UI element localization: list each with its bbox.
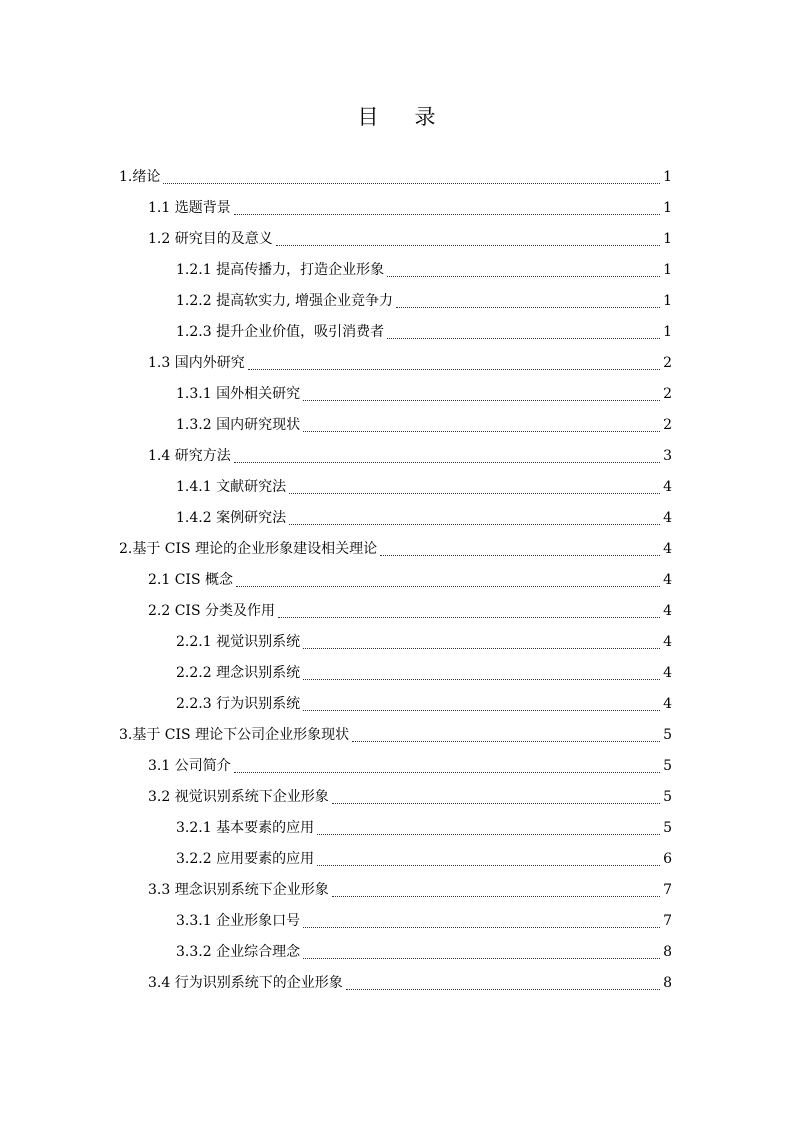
toc-entry[interactable] xyxy=(0,750,793,781)
toc-entry-title: 1.4 研究方法 xyxy=(148,447,231,464)
toc-entry-page-number: 4 xyxy=(663,540,672,557)
toc-dot-leader xyxy=(248,368,660,370)
toc-entry[interactable] xyxy=(0,192,793,223)
toc-entry[interactable] xyxy=(0,347,793,378)
toc-entry-page-number: 2 xyxy=(663,354,672,371)
toc-dot-leader xyxy=(387,337,660,339)
toc-dot-leader xyxy=(289,523,660,525)
toc-entry[interactable] xyxy=(0,254,793,285)
toc-entry-title: 1.1 选题背景 xyxy=(148,199,231,216)
toc-entry-title: 1.3.2 国内研究现状 xyxy=(176,416,301,433)
toc-entry-title: 1.2 研究目的及意义 xyxy=(148,230,273,247)
toc-entry[interactable] xyxy=(0,161,793,192)
toc-entry[interactable] xyxy=(0,409,793,440)
toc-dot-leader xyxy=(234,213,660,215)
toc-entry-page-number: 7 xyxy=(663,881,672,898)
page-title-char-1: 目 xyxy=(357,105,379,129)
toc-entry-title: 3.2.2 应用要素的应用 xyxy=(176,850,315,867)
toc-dot-leader xyxy=(276,244,660,246)
toc-entry-title: 1.2.1 提高传播力，打造企业形象 xyxy=(176,261,385,278)
toc-entry-title: 3.3.1 企业形象口号 xyxy=(176,912,301,929)
toc-entry-page-number: 1 xyxy=(663,261,672,278)
toc-dot-leader xyxy=(234,771,660,773)
toc-entry-title: 1.2.3 提升企业价值，吸引消费者 xyxy=(176,323,385,340)
toc-entry-title: 3.基于 CIS 理论下公司企业形象现状 xyxy=(119,726,350,743)
toc-dot-leader xyxy=(163,182,660,184)
toc-entry-page-number: 5 xyxy=(663,819,672,836)
table-of-contents xyxy=(0,161,793,998)
toc-entry-page-number: 4 xyxy=(663,695,672,712)
toc-entry-page-number: 4 xyxy=(663,664,672,681)
toc-entry[interactable] xyxy=(0,626,793,657)
toc-entry-title: 1.3.1 国外相关研究 xyxy=(176,385,301,402)
toc-entry[interactable] xyxy=(0,316,793,347)
toc-entry[interactable] xyxy=(0,285,793,316)
toc-entry-page-number: 4 xyxy=(663,602,672,619)
toc-dot-leader xyxy=(380,554,660,556)
toc-entry-page-number: 7 xyxy=(663,912,672,929)
toc-entry-page-number: 5 xyxy=(663,757,672,774)
toc-dot-leader xyxy=(303,678,660,680)
toc-entry-page-number: 5 xyxy=(663,726,672,743)
page-title xyxy=(0,103,793,131)
toc-entry-title: 3.3 理念识别系统下企业形象 xyxy=(148,881,329,898)
toc-dot-leader xyxy=(234,461,660,463)
toc-dot-leader xyxy=(387,275,660,277)
toc-entry-title: 1.绪论 xyxy=(119,168,161,185)
toc-dot-leader xyxy=(317,833,660,835)
toc-entry[interactable] xyxy=(0,471,793,502)
toc-entry-title: 2.2 CIS 分类及作用 xyxy=(148,602,275,619)
toc-dot-leader xyxy=(346,988,660,990)
toc-entry[interactable] xyxy=(0,595,793,626)
toc-dot-leader xyxy=(317,864,660,866)
toc-entry[interactable] xyxy=(0,843,793,874)
toc-dot-leader xyxy=(303,399,660,401)
toc-entry-page-number: 2 xyxy=(663,416,672,433)
toc-entry-page-number: 1 xyxy=(663,230,672,247)
toc-entry-page-number: 5 xyxy=(663,788,672,805)
toc-entry-page-number: 8 xyxy=(663,943,672,960)
toc-entry-title: 1.4.2 案例研究法 xyxy=(176,509,287,526)
toc-entry-page-number: 1 xyxy=(663,292,672,309)
toc-entry-page-number: 4 xyxy=(663,509,672,526)
toc-dot-leader xyxy=(303,926,660,928)
toc-dot-leader xyxy=(303,957,660,959)
toc-entry-page-number: 4 xyxy=(663,633,672,650)
toc-entry-title: 2.1 CIS 概念 xyxy=(148,571,233,588)
toc-dot-leader xyxy=(303,430,660,432)
toc-entry[interactable] xyxy=(0,688,793,719)
toc-entry[interactable] xyxy=(0,440,793,471)
toc-entry-title: 2.2.3 行为识别系统 xyxy=(176,695,301,712)
toc-dot-leader xyxy=(332,802,660,804)
toc-entry-title: 3.4 行为识别系统下的企业形象 xyxy=(148,974,343,991)
toc-dot-leader xyxy=(289,492,660,494)
toc-entry-page-number: 1 xyxy=(663,168,672,185)
toc-entry-page-number: 1 xyxy=(663,323,672,340)
toc-entry-page-number: 6 xyxy=(663,850,672,867)
toc-entry[interactable] xyxy=(0,781,793,812)
toc-dot-leader xyxy=(352,740,660,742)
toc-entry[interactable] xyxy=(0,657,793,688)
toc-entry-page-number: 4 xyxy=(663,571,672,588)
toc-entry-page-number: 1 xyxy=(663,199,672,216)
page-title-char-2: 录 xyxy=(414,105,436,129)
toc-dot-leader xyxy=(303,709,660,711)
toc-entry-title: 2.2.1 视觉识别系统 xyxy=(176,633,301,650)
toc-entry[interactable] xyxy=(0,502,793,533)
toc-entry-page-number: 2 xyxy=(663,385,672,402)
toc-entry[interactable] xyxy=(0,378,793,409)
toc-entry-title: 2.基于 CIS 理论的企业形象建设相关理论 xyxy=(119,540,378,557)
toc-entry-title: 3.2.1 基本要素的应用 xyxy=(176,819,315,836)
toc-dot-leader xyxy=(278,616,660,618)
toc-entry-title: 3.3.2 企业综合理念 xyxy=(176,943,301,960)
toc-entry-title: 1.4.1 文献研究法 xyxy=(176,478,287,495)
toc-entry-page-number: 8 xyxy=(663,974,672,991)
toc-entry-title: 3.2 视觉识别系统下企业形象 xyxy=(148,788,329,805)
toc-entry[interactable] xyxy=(0,812,793,843)
toc-dot-leader xyxy=(332,895,660,897)
toc-dot-leader xyxy=(236,585,660,587)
toc-entry[interactable] xyxy=(0,905,793,936)
toc-entry-page-number: 4 xyxy=(663,478,672,495)
toc-entry-page-number: 3 xyxy=(663,447,672,464)
toc-entry[interactable] xyxy=(0,719,793,750)
toc-entry[interactable] xyxy=(0,874,793,905)
toc-entry[interactable] xyxy=(0,533,793,564)
toc-entry-title: 1.2.2 提高软实力, 增强企业竞争力 xyxy=(176,292,393,309)
toc-entry-title: 2.2.2 理念识别系统 xyxy=(176,664,301,681)
toc-entry[interactable] xyxy=(0,223,793,254)
toc-entry[interactable] xyxy=(0,936,793,967)
toc-dot-leader xyxy=(396,306,660,308)
toc-entry-title: 3.1 公司简介 xyxy=(148,757,231,774)
toc-dot-leader xyxy=(303,647,660,649)
toc-entry[interactable] xyxy=(0,564,793,595)
toc-entry-title: 1.3 国内外研究 xyxy=(148,354,245,371)
toc-entry[interactable] xyxy=(0,967,793,998)
